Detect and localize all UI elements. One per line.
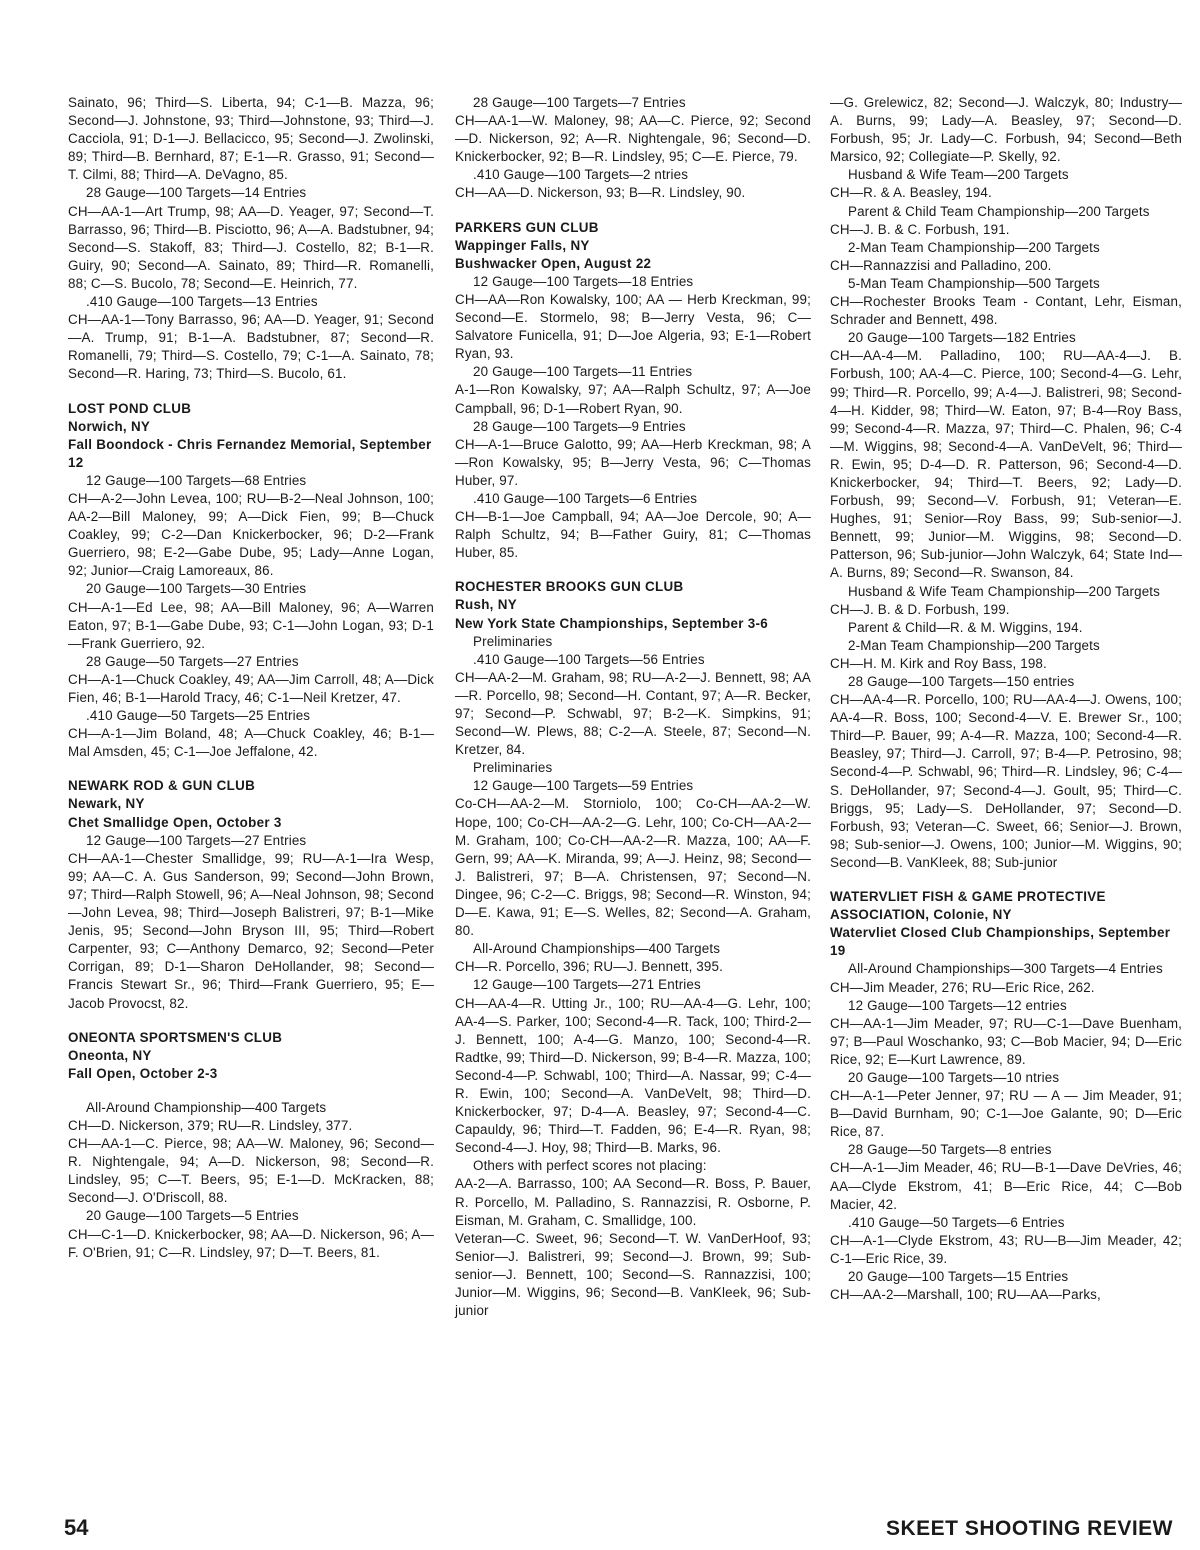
result-paragraph: CH—AA-1—Jim Meader, 97; RU—C-1—Dave Buenham, 97; B—Paul Woschanko, 93; C—Bob Macier, 94; D—Eric Rice, 92; E—Kurt Lawrence, 89. bbox=[830, 1015, 1182, 1067]
result-paragraph: CH—Jim Meader, 276; RU—Eric Rice, 262. bbox=[830, 979, 1095, 995]
result-paragraph: CH—J. B. & C. Forbush, 191. bbox=[830, 221, 1010, 237]
result-paragraph: —G. Grelewicz, 82; Second—J. Walczyk, 80; Industry—A. Burns, 99; Lady—A. Beasley, 97; Second—D. Forbush, 95; Jr. Lady—C. Forbush, 94; Second—Beth Marsico, 92; Collegiate—P. Skelly, 92. bbox=[830, 95, 1182, 165]
result-paragraph: 2-Man Team Championship—200 Targets bbox=[848, 637, 1100, 653]
result-paragraph: All-Around Championship—400 Targets bbox=[86, 1099, 327, 1115]
result-paragraph: CH—D. Nickerson, 379; RU—R. Lindsley, 377. bbox=[68, 1117, 353, 1133]
result-paragraph: CH—AA-4—R. Porcello, 100; RU—AA-4—J. Owens, 100; AA-4—R. Boss, 100; Second-4—V. E. Brewer Sr., 100; Third—P. Bauer, 99; A-4—R. Mazza, 100; Second-4—R. Beasley, 97; Third—J. Carroll, 97; B-4—P. Petrosino, 98; Second-4—P. Schwabl, 96; Third—R. Lindsley, 96; C-4—S. DeHollander, 97; Second-4—J. Goult, 95; Third—C. Briggs, 95; Lady—S. DeHollander, 97; Second—D. Forbush, 93; Veteran—C. Sweet, 66; Senior—J. Brown, 98; Sub-senior—J. Owens, 100; Junior—M. Wiggins, 90; Second—B. VanKleek, 88; Sub-junior bbox=[830, 692, 1182, 870]
section-heading: Newark, NY bbox=[68, 796, 145, 812]
result-paragraph: 12 Gauge—100 Targets—271 Entries bbox=[473, 977, 701, 993]
column-1 bbox=[68, 94, 434, 1262]
result-paragraph: CH—AA-2—Marshall, 100; RU—AA—Parks, bbox=[830, 1287, 1101, 1303]
result-paragraph: CH—H. M. Kirk and Roy Bass, 198. bbox=[830, 655, 1047, 671]
result-paragraph: CH—R. & A. Beasley, 194. bbox=[830, 185, 992, 201]
result-paragraph: CH—Rannazzisi and Palladino, 200. bbox=[830, 257, 1052, 273]
result-paragraph: CH—B-1—Joe Campball, 94; AA—Joe Dercole, 90; A—Ralph Schultz, 94; B—Father Guiry, 81; C—Thomas Huber, 85. bbox=[455, 509, 811, 561]
result-paragraph: 12 Gauge—100 Targets—68 Entries bbox=[86, 472, 307, 488]
result-paragraph: 20 Gauge—100 Targets—15 Entries bbox=[848, 1269, 1069, 1284]
result-paragraph: Husband & Wife Team Championship—200 Targets bbox=[848, 583, 1161, 599]
result-paragraph: CH—AA-4—M. Palladino, 100; RU—AA-4—J. B. Forbush, 100; AA-4—C. Pierce, 100; Second-4—G. Lehr, 99; Third—R. Porcello, 99; A-4—J. Balistreri, 98; Second-4—H. Kidder, 98; Third—W. Eaton, 97; B-4—Roy Bass, 99; Second-4—R. Mazza, 97; Third—C. Phalen, 96; C-4—M. Wiggins, 98; Second-4—A. VanDeVelt, 96; Third—R. Ewin, 95; D-4—D. R. Patterson, 96; Second-4—D. Knickerbocker, 94; Third—T. Beers, 92; Lady—D. Forbush, 99; Second—V. Forbush, 91; Veteran—E. Hughes, 91; Senior—Roy Bass, 99; Sub-senior—J. Bennett, 99; Junior—M. Wiggins, 98; Second—D. Patterson, 96; Sub-junior—John Walczyk, 64; State Ind—A. Burns, 89; Second—R. Swanson, 84. bbox=[830, 348, 1182, 581]
result-paragraph: CH—Rochester Brooks Team - Contant, Lehr, Eisman, Schrader and Bennett, 498. bbox=[830, 294, 1182, 328]
result-paragraph: CH—AA—D. Nickerson, 93; B—R. Lindsley, 90. bbox=[455, 185, 746, 201]
result-paragraph: .410 Gauge—100 Targets—13 Entries bbox=[86, 294, 318, 310]
result-paragraph: Co-CH—AA-2—M. Storniolo, 100; Co-CH—AA-2—W. Hope, 100; Co-CH—AA-2—G. Lehr, 100; Co-CH—AA-2—M. Graham, 100; Co-CH—AA-2—R. Mazza, 100; AA—F. Gern, 99; AA—K. Miranda, 99; A—J. Heinz, 98; Second—J. Balistreri, 97; B—A. Christensen, 97; Second—N. Dingee, 96; C-2—C. Briggs, 98; Second—R. Winston, 94; D—E. Kawa, 91; E—S. Welles, 82; Second—A. Graham, 80. bbox=[455, 796, 811, 939]
result-paragraph: CH—R. Porcello, 396; RU—J. Bennett, 395. bbox=[455, 959, 723, 975]
result-paragraph: CH—A-1—Chuck Coakley, 49; AA—Jim Carroll, 48; A—Dick Fien, 46; B-1—Harold Tracy, 46; C-1—Neil Kretzer, 47. bbox=[68, 671, 434, 705]
result-paragraph: 12 Gauge—100 Targets—18 Entries bbox=[473, 273, 694, 289]
section-heading: Rush, NY bbox=[455, 597, 517, 613]
result-paragraph: CH—J. B. & D. Forbush, 199. bbox=[830, 601, 1010, 617]
section-heading: Chet Smallidge Open, October 3 bbox=[68, 814, 282, 830]
result-paragraph: .410 Gauge—100 Targets—56 Entries bbox=[473, 651, 705, 667]
result-paragraph: CH—C-1—D. Knickerbocker, 98; AA—D. Nickerson, 96; A—F. O'Brien, 91; C—R. Lindsley, 97; D—T. Beers, 81. bbox=[68, 1226, 434, 1260]
result-paragraph: 12 Gauge—100 Targets—59 Entries bbox=[473, 778, 694, 794]
section-heading: LOST POND CLUB bbox=[68, 400, 192, 416]
result-paragraph: 20 Gauge—100 Targets—5 Entries bbox=[86, 1208, 299, 1224]
section-heading: ONEONTA SPORTSMEN'S CLUB bbox=[68, 1029, 283, 1045]
result-paragraph: Preliminaries bbox=[473, 633, 553, 649]
section-heading: New York State Championships, September 3-6 bbox=[455, 615, 769, 631]
result-paragraph: A-1—Ron Kowalsky, 97; AA—Ralph Schultz, 97; A—Joe Campball, 96; D-1—Robert Ryan, 90. bbox=[455, 382, 811, 416]
result-paragraph: Veteran—C. Sweet, 96; Second—T. W. VanDerHoof, 93; Senior—J. Balistreri, 99; Second—J. Brown, 99; Sub-senior—J. Bennett, 100; Second—S. Rannazzisi, 100; Junior—M. Wiggins, 96; Second—B. VanKleek, 96; Sub-junior bbox=[455, 1230, 811, 1319]
result-paragraph: .410 Gauge—50 Targets—25 Entries bbox=[86, 708, 311, 724]
result-paragraph: CH—AA-1—Art Trump, 98; AA—D. Yeager, 97; Second—T. Barrasso, 96; Third—B. Pisciotto, 96; A—A. Badstubner, 94; Second—S. Stakoff, 83; Third—J. Costello, 82; B-1—R. Guiry, 90; Second—A. Sainato, 89; Third—R. Romanelli, 88; C—S. Bucolo, 78; Second—E. Heinrich, 77. bbox=[68, 203, 434, 291]
publication-title: SKEET SHOOTING REVIEW bbox=[885, 1517, 1173, 1540]
result-paragraph: 28 Gauge—100 Targets—7 Entries bbox=[473, 95, 686, 110]
result-paragraph: CH—A-1—Peter Jenner, 97; RU — A — Jim Meader, 91; B—David Burnham, 90; C-1—Joe Galante, 90; D—Eric Rice, 87. bbox=[830, 1088, 1182, 1140]
result-paragraph: CH—A-1—Ed Lee, 98; AA—Bill Maloney, 96; A—Warren Eaton, 97; B-1—Gabe Dube, 93; C-1—John Logan, 93; D-1—Frank Guerriero, 92. bbox=[68, 599, 434, 651]
result-paragraph: All-Around Championships—300 Targets—4 Entries bbox=[848, 961, 1163, 977]
section-heading: Fall Boondock - Chris Fernandez Memorial, September 12 bbox=[68, 436, 432, 470]
result-paragraph: 5-Man Team Championship—500 Targets bbox=[848, 275, 1100, 291]
result-paragraph: CH—A-1—Clyde Ekstrom, 43; RU—B—Jim Meader, 42; C-1—Eric Rice, 39. bbox=[830, 1232, 1182, 1266]
section-heading: ROCHESTER BROOKS GUN CLUB bbox=[455, 579, 684, 595]
result-paragraph: Preliminaries bbox=[473, 760, 553, 776]
result-paragraph: CH—A-1—Jim Meader, 46; RU—B-1—Dave DeVries, 46; AA—Clyde Ekstrom, 41; B—Eric Rice, 44; C—Bob Macier, 42. bbox=[830, 1160, 1182, 1212]
column-2 bbox=[455, 94, 811, 1320]
section-heading: Bushwacker Open, August 22 bbox=[455, 255, 652, 271]
result-paragraph: 20 Gauge—100 Targets—30 Entries bbox=[86, 581, 307, 597]
result-paragraph: 20 Gauge—100 Targets—11 Entries bbox=[473, 364, 693, 380]
result-paragraph: 2-Man Team Championship—200 Targets bbox=[848, 239, 1100, 255]
section-heading: NEWARK ROD & GUN CLUB bbox=[68, 778, 256, 794]
result-paragraph: .410 Gauge—100 Targets—6 Entries bbox=[473, 490, 698, 506]
result-paragraph: 28 Gauge—50 Targets—8 entries bbox=[848, 1142, 1052, 1158]
section-heading: Fall Open, October 2-3 bbox=[68, 1065, 218, 1081]
section-heading: Norwich, NY bbox=[68, 418, 151, 434]
section-heading: WATERVLIET FISH & GAME PROTECTIVE ASSOCIATION, Colonie, NY bbox=[830, 889, 1106, 923]
result-paragraph: CH—AA-1—Tony Barrasso, 96; AA—D. Yeager, 91; Second—A. Trump, 91; B-1—A. Badstubner, 87; Second—R. Romanelli, 79; Third—S. Costello, 79; C-1—A. Sainato, 78; Second—R. Haring, 73; Third—S. Bucolo, 61. bbox=[68, 312, 434, 382]
result-paragraph: .410 Gauge—50 Targets—6 Entries bbox=[848, 1214, 1065, 1230]
column-3 bbox=[830, 94, 1182, 1304]
page-number: 54 bbox=[64, 1515, 89, 1540]
result-paragraph: CH—A-1—Bruce Galotto, 99; AA—Herb Kreckman, 98; A—Ron Kowalsky, 95; B—Jerry Vesta, 96; C—Thomas Huber, 97. bbox=[455, 436, 811, 488]
result-paragraph: 28 Gauge—100 Targets—9 Entries bbox=[473, 418, 686, 434]
result-paragraph: Husband & Wife Team—200 Targets bbox=[848, 167, 1069, 183]
result-paragraph: CH—A-2—John Levea, 100; RU—B-2—Neal Johnson, 100; AA-2—Bill Maloney, 99; A—Dick Fien, 99; B—Chuck Coakley, 99; C-2—Dan Knickerbocker, 96; D-2—Frank Guerriero, 98; E-2—Gabe Dube, 95; Lady—Anne Logan, 92; Junior—Craig Lamoreaux, 86. bbox=[68, 490, 434, 579]
section-heading: Oneonta, NY bbox=[68, 1047, 152, 1063]
result-paragraph: 28 Gauge—100 Targets—14 Entries bbox=[86, 185, 307, 201]
result-paragraph: .410 Gauge—100 Targets—2 ntries bbox=[473, 167, 689, 183]
result-paragraph: 12 Gauge—100 Targets—27 Entries bbox=[86, 832, 307, 848]
result-paragraph: CH—AA-4—R. Utting Jr., 100; RU—AA-4—G. Lehr, 100; AA-4—S. Parker, 100; Second-4—R. Tack, 100; Third-2—J. Bennett, 100; A-4—G. Manzo, 100; Second-4—R. Radtke, 99; Third—D. Nickerson, 99; B-4—R. Mazza, 100; Second-4—P. Schwabl, 100; Third—A. Nassar, 99; C-4—R. Ewin, 100; Second—A. VanDeVelt, 98; Third—D. Knickerbocker, 97; D-4—A. Beasley, 97; Second-4—C. Capauldy, 96; Third—T. Fadden, 96; E-4—R. Ryan, 98; Second-4—J. Hoy, 98; Third—B. Marks, 96. bbox=[455, 995, 811, 1156]
result-paragraph: Parent & Child—R. & M. Wiggins, 194. bbox=[848, 619, 1083, 635]
result-paragraph: Sainato, 96; Third—S. Liberta, 94; C-1—B. Mazza, 96; Second—J. Johnstone, 93; Third—Johnstone, 93; Third—J. Cacciola, 91; D-1—J. Bellacicco, 95; Second—J. Zwolinski, 89; Third—B. Bernhard, 87; E-1—R. Grasso, 91; Second—T. Cilmi, 88; Third—A. DeVagno, 85. bbox=[68, 95, 434, 183]
section-heading: PARKERS GUN CLUB bbox=[455, 219, 599, 235]
result-paragraph: 20 Gauge—100 Targets—10 ntries bbox=[848, 1069, 1060, 1085]
result-paragraph: Parent & Child Team Championship—200 Targets bbox=[848, 203, 1150, 219]
result-paragraph: CH—AA-1—W. Maloney, 98; AA—C. Pierce, 92; Second—D. Nickerson, 92; A—R. Nightengale, 96; Second—D. Knickerbocker, 92; B—R. Lindsley, 95; C—E. Pierce, 79. bbox=[455, 113, 811, 165]
result-paragraph: 28 Gauge—100 Targets—150 entries bbox=[848, 674, 1075, 689]
result-paragraph: All-Around Championships—400 Targets bbox=[473, 941, 721, 957]
section-heading: Watervliet Closed Club Championships, September 19 bbox=[830, 925, 1171, 959]
section-heading: Wappinger Falls, NY bbox=[455, 237, 590, 253]
result-paragraph: CH—AA—Ron Kowalsky, 100; AA — Herb Kreckman, 99; Second—E. Stormelo, 98; B—Jerry Vesta, 96; C—Salvatore Funicella, 91; D—Joe Algeria, 93; E-1—Robert Ryan, 93. bbox=[455, 291, 811, 362]
result-paragraph: CH—A-1—Jim Boland, 48; A—Chuck Coakley, 46; B-1—Mal Amsden, 45; C-1—Joe Jeffalone, 42. bbox=[68, 726, 434, 760]
result-paragraph: 28 Gauge—50 Targets—27 Entries bbox=[86, 653, 299, 669]
result-paragraph: CH—AA-1—C. Pierce, 98; AA—W. Maloney, 96; Second—R. Nightengale, 94; A—D. Nickerson, 98; Second—R. Lindsley, 95; C—T. Beers, 95; E-1—D. McKracken, 88; Second—J. O'Driscoll, 88. bbox=[68, 1136, 434, 1206]
result-paragraph: 20 Gauge—100 Targets—182 Entries bbox=[848, 330, 1076, 346]
result-paragraph: AA-2—A. Barrasso, 100; AA Second—R. Boss, P. Bauer, R. Porcello, M. Palladino, S. Rannazzisi, R. Osborne, P. Eisman, M. Graham, C. Smallidge, 100. bbox=[455, 1176, 811, 1228]
result-paragraph: CH—AA-1—Chester Smallidge, 99; RU—A-1—Ira Wesp, 99; AA—C. A. Gus Sanderson, 99; Second—John Brown, 97; Third—Ralph Stowell, 96; A—Neal Johnson, 98; Second—John Levea, 98; Third—Joseph Balistreri, 97; B-1—Mike Jenis, 95; Second—John Bryson III, 95; Third—Robert Carpenter, 93; C—Anthony Demarco, 92; Second—Peter Corrigan, 89; D-1—Sharon DeHollander, 98; Second—Francis Stewart Sr., 96; Third—Frank Guerriero, 95; E—Jacob Provocst, 82. bbox=[68, 850, 434, 1011]
result-paragraph: Others with perfect scores not placing: bbox=[473, 1158, 707, 1174]
result-paragraph: 12 Gauge—100 Targets—12 entries bbox=[848, 997, 1067, 1013]
result-paragraph: CH—AA-2—M. Graham, 98; RU—A-2—J. Bennett, 98; AA—R. Porcello, 98; Second—H. Contant, 97; A—R. Becker, 97; Second—P. Schwabl, 97; B-2—K. Simpkins, 91; Second—W. Plews, 88; C-2—A. Steele, 87; Second—N. Kretzer, 84. bbox=[455, 669, 811, 758]
